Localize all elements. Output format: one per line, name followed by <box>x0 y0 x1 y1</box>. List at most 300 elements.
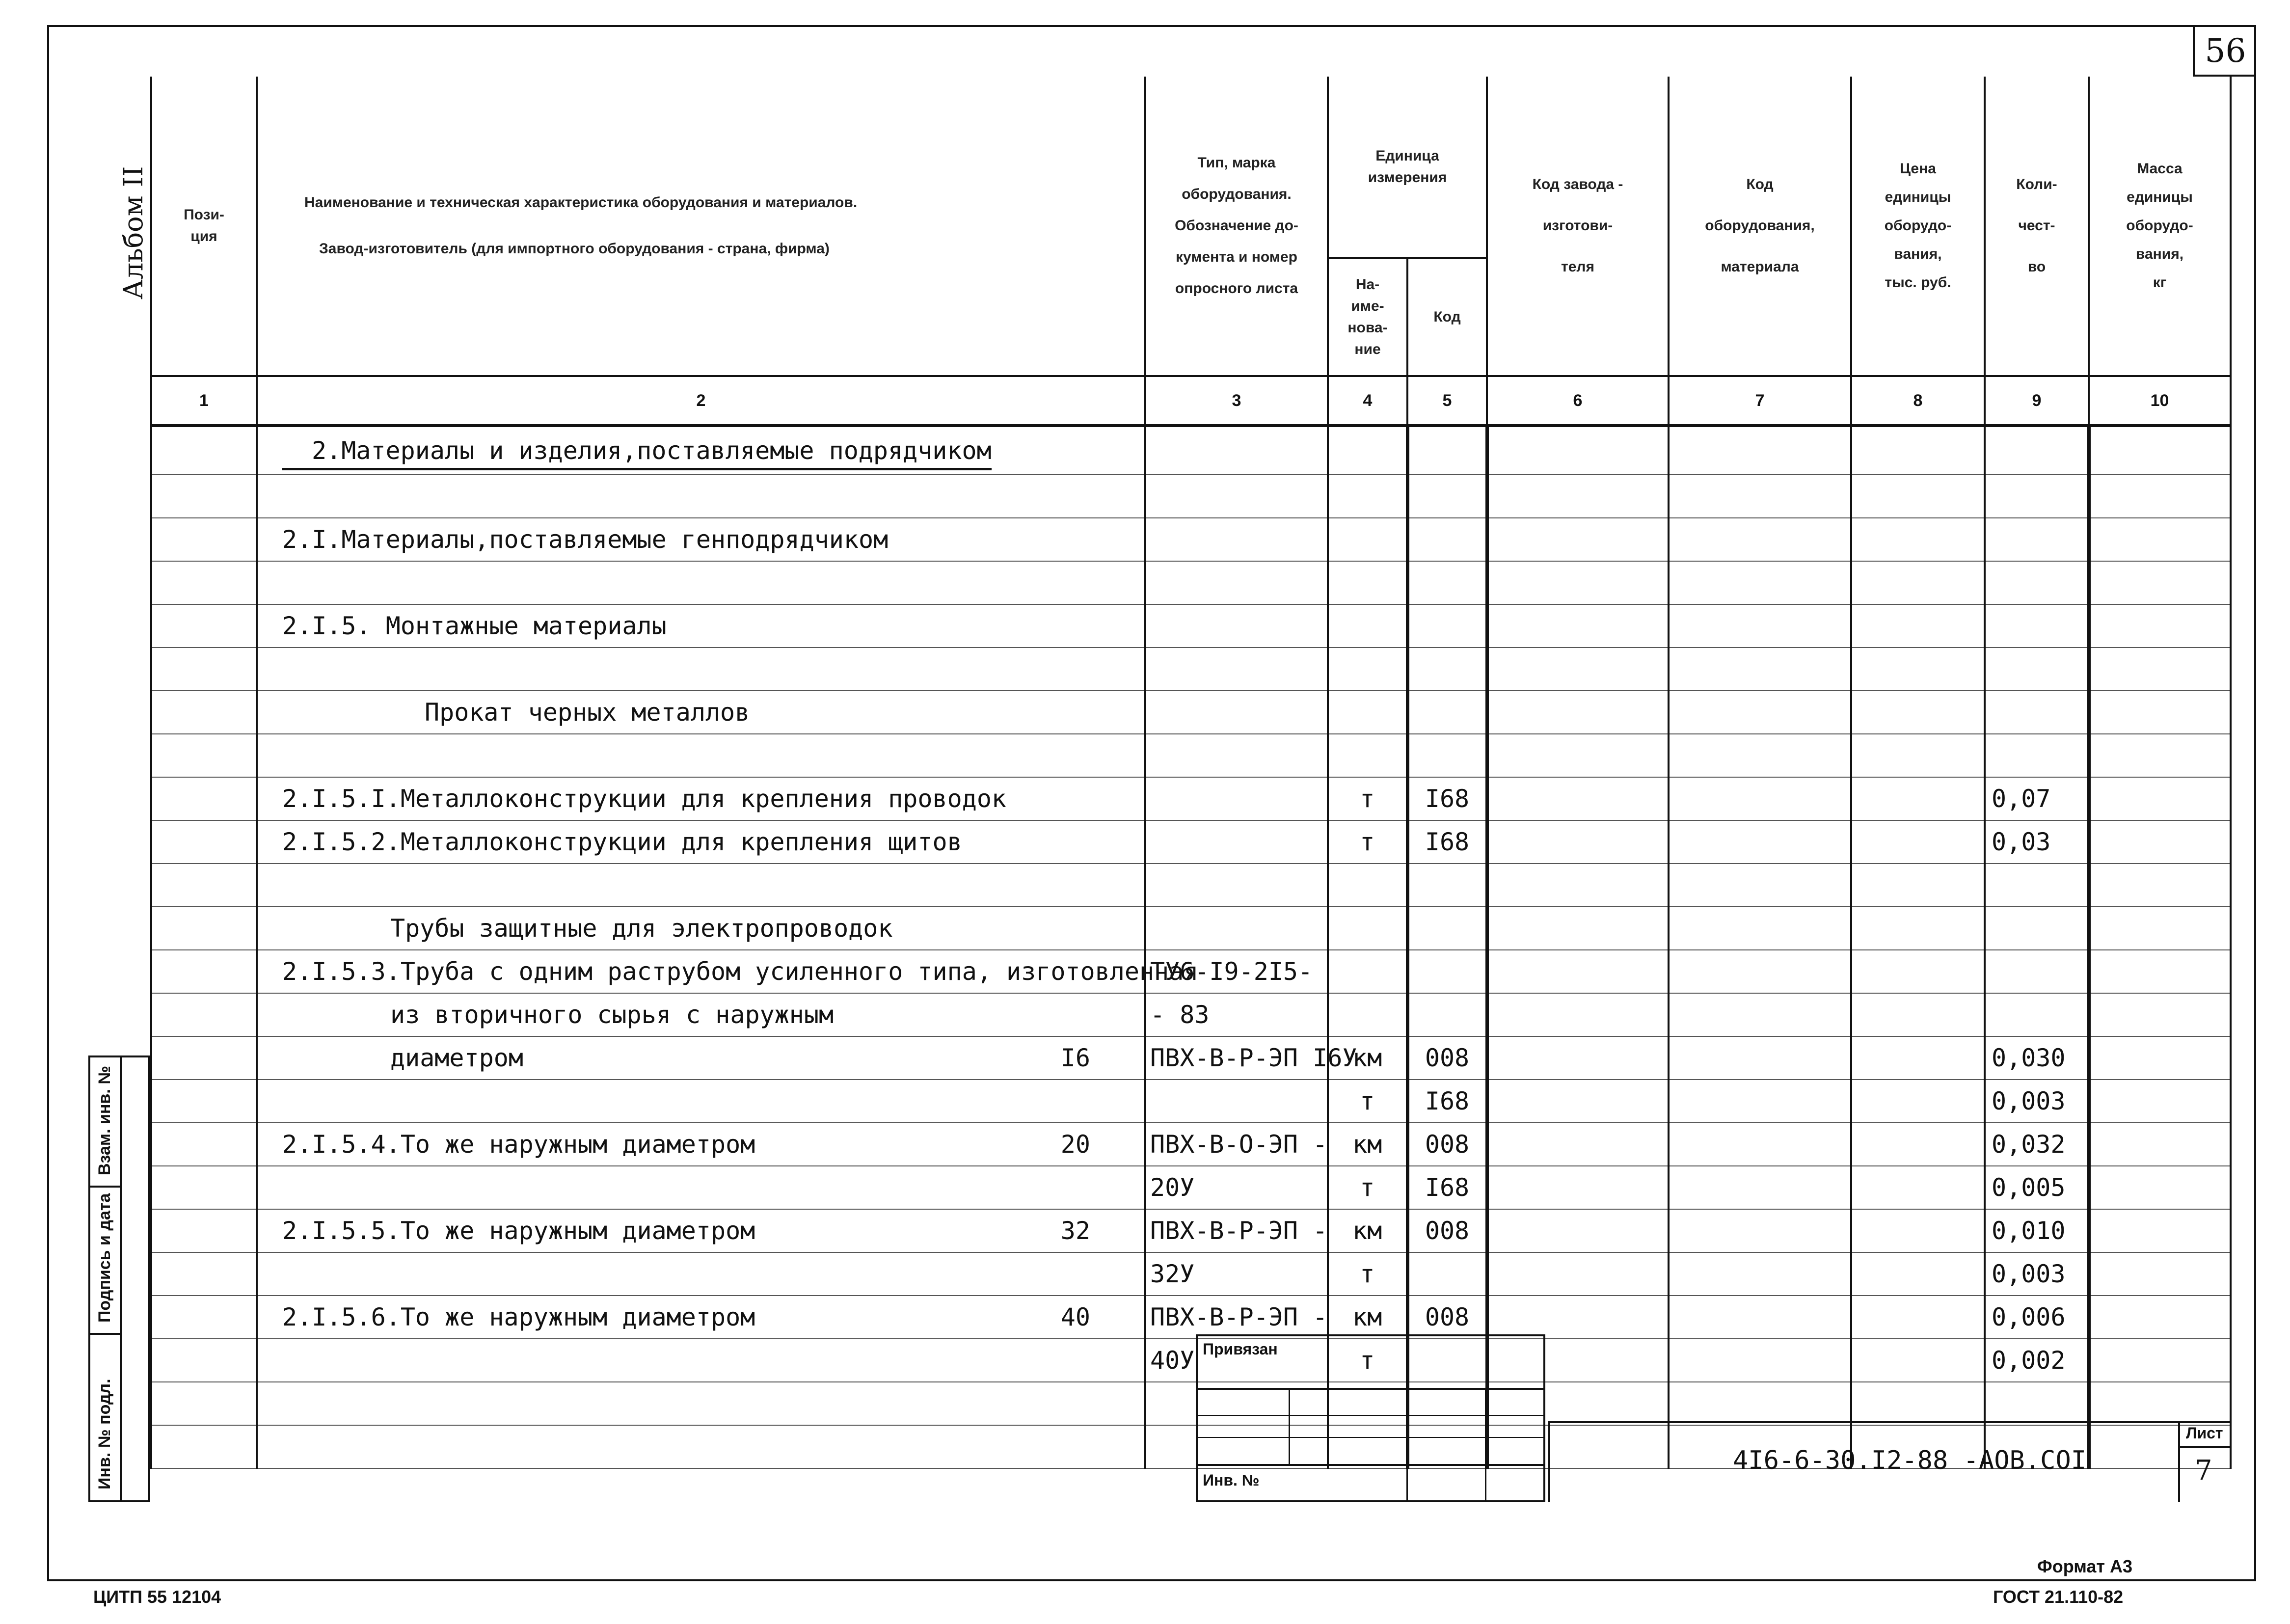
sheet-corner-number: 56 <box>2193 25 2256 77</box>
cell-unit-code: 008 <box>1407 1296 1487 1339</box>
table-row <box>151 1036 2231 1080</box>
cell-empty <box>151 561 257 604</box>
column-number: 8 <box>1851 376 1985 426</box>
cell-name <box>257 1166 1145 1209</box>
cell-quantity: 0,010 <box>1985 1209 2089 1252</box>
item-name: Трубы защитные для электропроводок <box>390 914 893 943</box>
cell-name <box>257 734 1145 777</box>
cell-unit: км <box>1328 1296 1407 1339</box>
header-name-line2: Завод-изготовитель (для импортного оборудования - страна, фирма) <box>319 241 830 257</box>
cell-empty <box>1328 864 1407 907</box>
cell-empty <box>1328 475 1407 518</box>
cell-empty <box>1487 475 1669 518</box>
footer-format: Формат А3 <box>2037 1556 2133 1576</box>
item-name: 2.I.5.5.То же наружным диаметром <box>282 1217 755 1245</box>
table-row <box>151 648 2231 691</box>
header-name-line1: Наименование и техническая характеристика оборудования и материалов. <box>304 194 858 211</box>
cell-empty <box>2089 734 2231 777</box>
cell-empty <box>1985 993 2089 1036</box>
cell-empty <box>1851 518 1985 561</box>
cell-name <box>257 1252 1145 1296</box>
table-row <box>151 1209 2231 1252</box>
cell-empty <box>1487 604 1669 648</box>
cell-empty <box>1851 1382 1985 1425</box>
cell-empty <box>1851 907 1985 950</box>
cell-empty <box>1851 950 1985 993</box>
cell-empty <box>1851 648 1985 691</box>
cell-name <box>257 777 1145 820</box>
column-number: 5 <box>1407 376 1487 426</box>
column-number: 4 <box>1328 376 1407 426</box>
cell-unit: т <box>1328 1080 1407 1123</box>
cell-empty <box>1985 691 2089 734</box>
cell-name <box>257 691 1145 734</box>
cell-unit: т <box>1328 1339 1407 1382</box>
cell-empty <box>1985 864 2089 907</box>
cell-empty <box>2089 864 2231 907</box>
item-name: 2.I.Материалы,поставляемые генподрядчиком <box>282 525 889 554</box>
cell-empty <box>1487 1036 1669 1080</box>
cell-empty <box>1851 993 1985 1036</box>
cell-empty <box>1851 426 1985 475</box>
cell-empty <box>151 426 257 475</box>
document-number: 4I6-6-30.I2-88 -АОВ.СОI <box>1733 1446 2087 1475</box>
table-row <box>151 1382 2231 1425</box>
cell-name <box>257 475 1145 518</box>
cell-type: 40У <box>1145 1339 1328 1382</box>
cell-quantity: 0,006 <box>1985 1296 2089 1339</box>
cell-type: - 83 <box>1145 993 1328 1036</box>
cell-empty <box>151 1252 257 1296</box>
header-price: Цена единицы оборудо- вания, тыс. руб. <box>1851 77 1985 376</box>
cell-unit-code: I68 <box>1407 1080 1487 1123</box>
column-number: 7 <box>1669 376 1851 426</box>
cell-unit: т <box>1328 1252 1407 1296</box>
cell-empty <box>1328 691 1407 734</box>
item-diameter: 20 <box>1060 1130 1090 1159</box>
cell-empty <box>1487 950 1669 993</box>
cell-empty <box>1985 475 2089 518</box>
cell-empty <box>1145 561 1328 604</box>
header-quantity: Коли- чест- во <box>1985 77 2089 376</box>
cell-empty <box>1669 1036 1851 1080</box>
cell-empty <box>1669 907 1851 950</box>
item-name: 2.I.5.6.То же наружным диаметром <box>282 1303 755 1331</box>
cell-unit-code: I68 <box>1407 820 1487 864</box>
cell-empty <box>1487 993 1669 1036</box>
item-name: из вторичного сырья с наружным <box>390 1001 834 1029</box>
cell-empty <box>1851 777 1985 820</box>
cell-empty <box>1669 648 1851 691</box>
cell-empty <box>1851 1123 1985 1166</box>
cell-empty <box>1145 820 1328 864</box>
cell-empty <box>1985 426 2089 475</box>
cell-quantity: 0,030 <box>1985 1036 2089 1080</box>
cell-empty <box>1487 648 1669 691</box>
cell-unit: т <box>1328 777 1407 820</box>
cell-empty <box>151 864 257 907</box>
table-row <box>151 1296 2231 1339</box>
cell-empty <box>1487 820 1669 864</box>
table-row <box>151 691 2231 734</box>
cell-empty <box>1669 1166 1851 1209</box>
cell-empty <box>1851 734 1985 777</box>
cell-empty <box>1487 777 1669 820</box>
cell-quantity: 0,002 <box>1985 1339 2089 1382</box>
cell-unit: т <box>1328 820 1407 864</box>
privyazan-stamp <box>1196 1334 1545 1502</box>
cell-empty <box>1407 734 1487 777</box>
cell-empty <box>2089 1382 2231 1425</box>
list-label: Лист <box>2186 1424 2223 1442</box>
cell-empty <box>1669 1123 1851 1166</box>
cell-empty <box>2089 907 2231 950</box>
cell-empty <box>1328 648 1407 691</box>
header-factory-code: Код завода - изготови- теля <box>1487 77 1669 376</box>
cell-empty <box>1145 691 1328 734</box>
cell-empty <box>1328 604 1407 648</box>
cell-empty <box>1145 475 1328 518</box>
cell-name <box>257 1123 1145 1166</box>
cell-empty <box>1669 820 1851 864</box>
table-row <box>151 777 2231 820</box>
cell-empty <box>1851 820 1985 864</box>
cell-empty <box>1328 907 1407 950</box>
cell-empty <box>1487 907 1669 950</box>
table-row <box>151 1123 2231 1166</box>
cell-unit-code: 008 <box>1407 1209 1487 1252</box>
cell-empty <box>2089 1339 2231 1382</box>
cell-type: ТУ6-I9-2I5- <box>1145 950 1328 993</box>
table-row <box>151 907 2231 950</box>
cell-empty <box>1985 1382 2089 1425</box>
item-name: Прокат черных металлов <box>425 698 750 727</box>
header-unit-name: На- име- нова- ние <box>1328 258 1407 376</box>
cell-empty <box>1328 518 1407 561</box>
cell-empty <box>1407 604 1487 648</box>
cell-empty <box>2089 1166 2231 1209</box>
cell-empty <box>1407 1252 1487 1296</box>
column-number: 3 <box>1145 376 1328 426</box>
cell-name <box>257 426 1145 475</box>
item-diameter: 32 <box>1060 1217 1090 1245</box>
cell-empty <box>1328 993 1407 1036</box>
cell-empty <box>151 1166 257 1209</box>
cell-empty <box>1851 1209 1985 1252</box>
cell-empty <box>2089 691 2231 734</box>
table-row <box>151 1080 2231 1123</box>
column-number: 2 <box>257 376 1145 426</box>
cell-type: ПВХ-В-О-ЭП - <box>1145 1123 1328 1166</box>
cell-name <box>257 1382 1145 1425</box>
table-row <box>151 561 2231 604</box>
cell-empty <box>1487 734 1669 777</box>
header-unit-group: Единица измерения <box>1328 77 1487 258</box>
cell-name <box>257 604 1145 648</box>
cell-empty <box>1407 518 1487 561</box>
cell-empty <box>2089 777 2231 820</box>
cell-empty <box>1851 1339 1985 1382</box>
cell-empty <box>1851 604 1985 648</box>
item-name: 2.I.5.I.Металлоконструкции для крепления проводок <box>282 785 1007 813</box>
cell-empty <box>1669 993 1851 1036</box>
cell-empty <box>1985 518 2089 561</box>
table-row <box>151 426 2231 475</box>
album-label <box>98 123 147 319</box>
cell-name <box>257 993 1145 1036</box>
cell-empty <box>1985 907 2089 950</box>
cell-empty <box>2089 1209 2231 1252</box>
cell-empty <box>1328 426 1407 475</box>
cell-empty <box>1407 993 1487 1036</box>
cell-empty <box>1407 561 1487 604</box>
cell-empty <box>2089 518 2231 561</box>
table-row <box>151 475 2231 518</box>
table-row <box>151 1166 2231 1209</box>
item-name: 2.I.5.4.То же наружным диаметром <box>282 1130 755 1159</box>
table-row <box>151 820 2231 864</box>
cell-empty <box>2089 820 2231 864</box>
cell-unit: км <box>1328 1209 1407 1252</box>
cell-name <box>257 864 1145 907</box>
table-row <box>151 950 2231 993</box>
cell-empty <box>151 734 257 777</box>
item-name: 2.Материалы и изделия,поставляемые подрядчиком <box>282 436 992 470</box>
column-number: 1 <box>151 376 257 426</box>
cell-empty <box>1851 1252 1985 1296</box>
cell-empty <box>1328 734 1407 777</box>
cell-empty <box>2089 648 2231 691</box>
table-row <box>151 864 2231 907</box>
cell-quantity: 0,03 <box>1985 820 2089 864</box>
cell-empty <box>151 820 257 864</box>
header-mass: Масса единицы оборудо- вания, кг <box>2089 77 2231 376</box>
table-row <box>151 734 2231 777</box>
header-name <box>257 77 1145 376</box>
cell-empty <box>1407 648 1487 691</box>
table-body <box>151 426 2231 1468</box>
cell-empty <box>1851 1296 1985 1339</box>
column-number: 10 <box>2089 376 2231 426</box>
cell-empty <box>2089 604 2231 648</box>
cell-empty <box>1145 518 1328 561</box>
cell-empty <box>1145 1080 1328 1123</box>
cell-empty <box>1669 1382 1851 1425</box>
cell-unit-code: I68 <box>1407 1166 1487 1209</box>
cell-empty <box>1985 734 2089 777</box>
side-stamp <box>88 1056 150 1502</box>
cell-empty <box>1851 1036 1985 1080</box>
cell-empty <box>1145 777 1328 820</box>
side-stamp-sign-date: Подпись и дата <box>95 1193 114 1323</box>
cell-empty <box>1145 604 1328 648</box>
side-stamp-inv-podl: Инв. № подл. <box>95 1379 114 1489</box>
cell-empty <box>2089 475 2231 518</box>
cell-empty <box>2089 1036 2231 1080</box>
sheet-number-box <box>2178 1421 2230 1502</box>
cell-type: ПВХ-В-Р-ЭП - <box>1145 1296 1328 1339</box>
cell-empty <box>151 604 257 648</box>
cell-empty <box>1407 907 1487 950</box>
cell-empty <box>151 1080 257 1123</box>
cell-name <box>257 648 1145 691</box>
cell-empty <box>1851 864 1985 907</box>
cell-unit-code: 008 <box>1407 1123 1487 1166</box>
cell-empty <box>151 691 257 734</box>
cell-empty <box>1985 648 2089 691</box>
table-row <box>151 993 2231 1036</box>
cell-empty <box>151 1209 257 1252</box>
cell-empty <box>1669 950 1851 993</box>
cell-empty <box>1145 426 1328 475</box>
cell-name <box>257 1339 1145 1382</box>
item-name: 2.I.5. Монтажные материалы <box>282 612 667 640</box>
cell-type: 20У <box>1145 1166 1328 1209</box>
cell-empty <box>1669 426 1851 475</box>
cell-unit: км <box>1328 1123 1407 1166</box>
cell-empty <box>1487 518 1669 561</box>
header-equipment-code: Код оборудования, материала <box>1669 77 1851 376</box>
cell-empty <box>2089 1296 2231 1339</box>
cell-empty <box>2089 1123 2231 1166</box>
cell-empty <box>1328 561 1407 604</box>
cell-quantity: 0,032 <box>1985 1123 2089 1166</box>
cell-name <box>257 907 1145 950</box>
item-diameter: 40 <box>1060 1303 1090 1331</box>
cell-empty <box>1145 907 1328 950</box>
cell-empty <box>1487 1252 1669 1296</box>
cell-empty <box>1487 1080 1669 1123</box>
cell-name <box>257 1425 1145 1468</box>
cell-name <box>257 561 1145 604</box>
cell-empty <box>1669 518 1851 561</box>
cell-empty <box>1145 648 1328 691</box>
cell-empty <box>1851 1080 1985 1123</box>
cell-empty <box>1407 691 1487 734</box>
cell-empty <box>1669 691 1851 734</box>
cell-empty <box>1851 1166 1985 1209</box>
cell-empty <box>1669 604 1851 648</box>
cell-empty <box>1328 950 1407 993</box>
side-stamp-inv-vzam: Взам. инв. № <box>95 1065 114 1175</box>
cell-empty <box>1669 1339 1851 1382</box>
cell-empty <box>1407 950 1487 993</box>
cell-empty <box>2089 426 2231 475</box>
cell-empty <box>1669 864 1851 907</box>
privyazan-label: Привязан <box>1203 1340 1278 1358</box>
cell-empty <box>1669 475 1851 518</box>
cell-empty <box>1669 777 1851 820</box>
cell-unit-code: 008 <box>1407 1036 1487 1080</box>
cell-empty <box>151 1296 257 1339</box>
cell-empty <box>1851 561 1985 604</box>
cell-empty <box>151 1123 257 1166</box>
cell-empty <box>151 1382 257 1425</box>
cell-name <box>257 820 1145 864</box>
cell-name <box>257 1296 1145 1339</box>
cell-empty <box>1145 734 1328 777</box>
cell-empty <box>1487 1166 1669 1209</box>
cell-type: ПВХ-В-Р-ЭП I6У <box>1145 1036 1328 1080</box>
cell-empty <box>151 993 257 1036</box>
cell-quantity: 0,003 <box>1985 1080 2089 1123</box>
cell-empty <box>1487 1296 1669 1339</box>
cell-empty <box>2089 561 2231 604</box>
footer-left-code: ЦИТП 55 12104 <box>93 1587 221 1607</box>
cell-empty <box>151 1036 257 1080</box>
cell-empty <box>1669 1296 1851 1339</box>
cell-type: ПВХ-В-Р-ЭП - <box>1145 1209 1328 1252</box>
cell-type: 32У <box>1145 1252 1328 1296</box>
cell-quantity: 0,005 <box>1985 1166 2089 1209</box>
cell-empty <box>1985 561 2089 604</box>
cell-empty <box>151 907 257 950</box>
cell-empty <box>1487 1209 1669 1252</box>
cell-name <box>257 950 1199 993</box>
cell-quantity: 0,07 <box>1985 777 2089 820</box>
cell-empty <box>1669 734 1851 777</box>
cell-empty <box>1145 864 1328 907</box>
table-row <box>151 518 2231 561</box>
table-row <box>151 604 2231 648</box>
cell-empty <box>1669 1252 1851 1296</box>
cell-empty <box>1851 475 1985 518</box>
list-number: 7 <box>2195 1455 2212 1487</box>
cell-empty <box>151 1425 257 1468</box>
cell-empty <box>2089 1080 2231 1123</box>
specification-table <box>150 77 2232 1469</box>
column-number-row <box>151 376 2231 426</box>
cell-name <box>257 1036 1145 1080</box>
cell-empty <box>1407 475 1487 518</box>
cell-empty <box>2089 993 2231 1036</box>
cell-empty <box>151 518 257 561</box>
cell-empty <box>2089 950 2231 993</box>
cell-empty <box>1985 950 2089 993</box>
cell-empty <box>1669 1080 1851 1123</box>
table-header-row <box>151 77 2231 258</box>
cell-empty <box>1407 426 1487 475</box>
column-number: 9 <box>1985 376 2089 426</box>
cell-unit-code: I68 <box>1407 777 1487 820</box>
cell-empty <box>1487 1123 1669 1166</box>
inv-no-label: Инв. № <box>1203 1471 1260 1489</box>
cell-name <box>257 1209 1145 1252</box>
table-row <box>151 1339 2231 1382</box>
cell-unit: т <box>1328 1166 1407 1209</box>
item-name: 2.I.5.3.Труба с одним раструбом усиленного типа, изготовленная <box>282 957 1199 986</box>
cell-empty <box>151 950 257 993</box>
cell-empty <box>1487 864 1669 907</box>
item-name: диаметром <box>390 1044 523 1072</box>
cell-empty <box>1985 604 2089 648</box>
cell-empty <box>151 1339 257 1382</box>
cell-name <box>257 518 1145 561</box>
cell-empty <box>2089 1252 2231 1296</box>
footer-gost: ГОСТ 21.110-82 <box>1993 1587 2124 1607</box>
album-label-text: Альбом II <box>118 166 149 299</box>
cell-unit: км <box>1328 1036 1407 1080</box>
cell-empty <box>1407 864 1487 907</box>
cell-empty <box>151 648 257 691</box>
table-row <box>151 1252 2231 1296</box>
cell-empty <box>1669 561 1851 604</box>
header-position: Пози- ция <box>151 77 257 376</box>
cell-empty <box>1487 426 1669 475</box>
cell-empty <box>151 777 257 820</box>
column-number: 6 <box>1487 376 1669 426</box>
cell-empty <box>1851 691 1985 734</box>
